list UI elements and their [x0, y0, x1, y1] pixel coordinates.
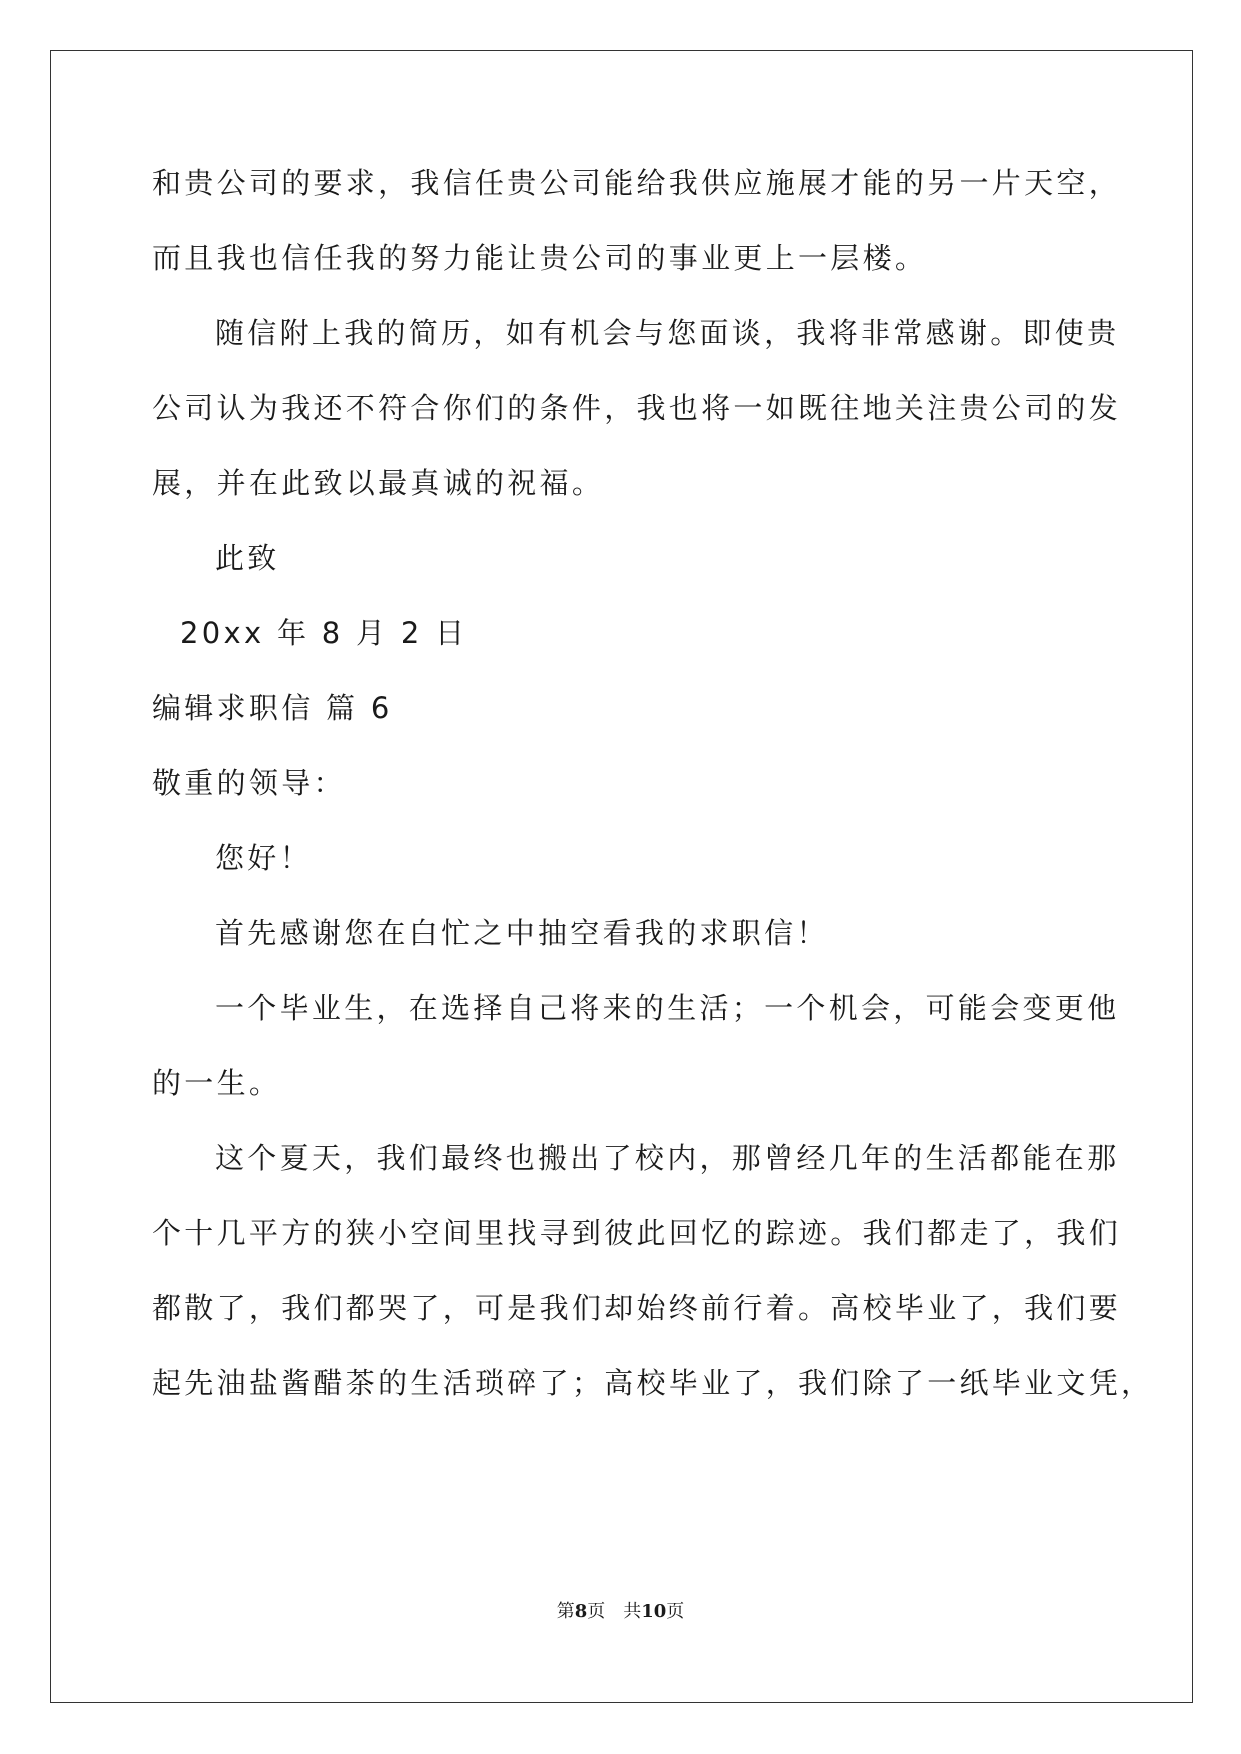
greeting: 您好！ [215, 841, 312, 875]
page-border [50, 50, 1193, 1703]
text-line: 个十几平方的狭小空间里找寻到彼此回忆的踪迹。我们都走了，我们 [152, 1216, 1122, 1250]
paragraph-start: 随信附上我的简历，如有机会与您面谈，我将非常感谢。即使贵 [215, 316, 1120, 350]
text-line: 而且我也信任我的努力能让贵公司的事业更上一层楼。 [152, 241, 928, 275]
text-line: 起先油盐酱醋茶的生活琐碎了；高校毕业了，我们除了一纸毕业文凭， [152, 1366, 1154, 1400]
letter-date: 20xx 年 8 月 2 日 [180, 616, 468, 650]
page-prefix: 第 [556, 1601, 575, 1622]
total-prefix: 共 [623, 1601, 642, 1622]
text-line: 和贵公司的要求，我信任贵公司能给我供应施展才能的另一片天空， [152, 166, 1122, 200]
page-unit: 页 [587, 1601, 606, 1622]
page-footer [0, 1600, 1241, 1624]
paragraph-start: 这个夏天，我们最终也搬出了校内，那曾经几年的生活都能在那 [215, 1141, 1120, 1175]
paragraph-start: 首先感谢您在白忙之中抽空看我的求职信！ [215, 916, 829, 950]
text-line: 展，并在此致以最真诚的祝福。 [152, 466, 605, 500]
page-number: 8 [574, 1601, 588, 1622]
closing-salutation: 此致 [215, 541, 280, 575]
page-total: 10 [641, 1601, 667, 1622]
section-heading: 编辑求职信 篇 6 [152, 691, 393, 725]
text-line: 都散了，我们都哭了，可是我们却始终前行着。高校毕业了，我们要 [152, 1291, 1122, 1325]
text-line: 的一生。 [152, 1066, 282, 1100]
paragraph-start: 一个毕业生，在选择自己将来的生活；一个机会，可能会变更他 [215, 991, 1120, 1025]
total-unit: 页 [666, 1601, 685, 1622]
greeting-recipient: 敬重的领导： [152, 766, 346, 800]
text-line: 公司认为我还不符合你们的条件，我也将一如既往地关注贵公司的发 [152, 391, 1122, 425]
